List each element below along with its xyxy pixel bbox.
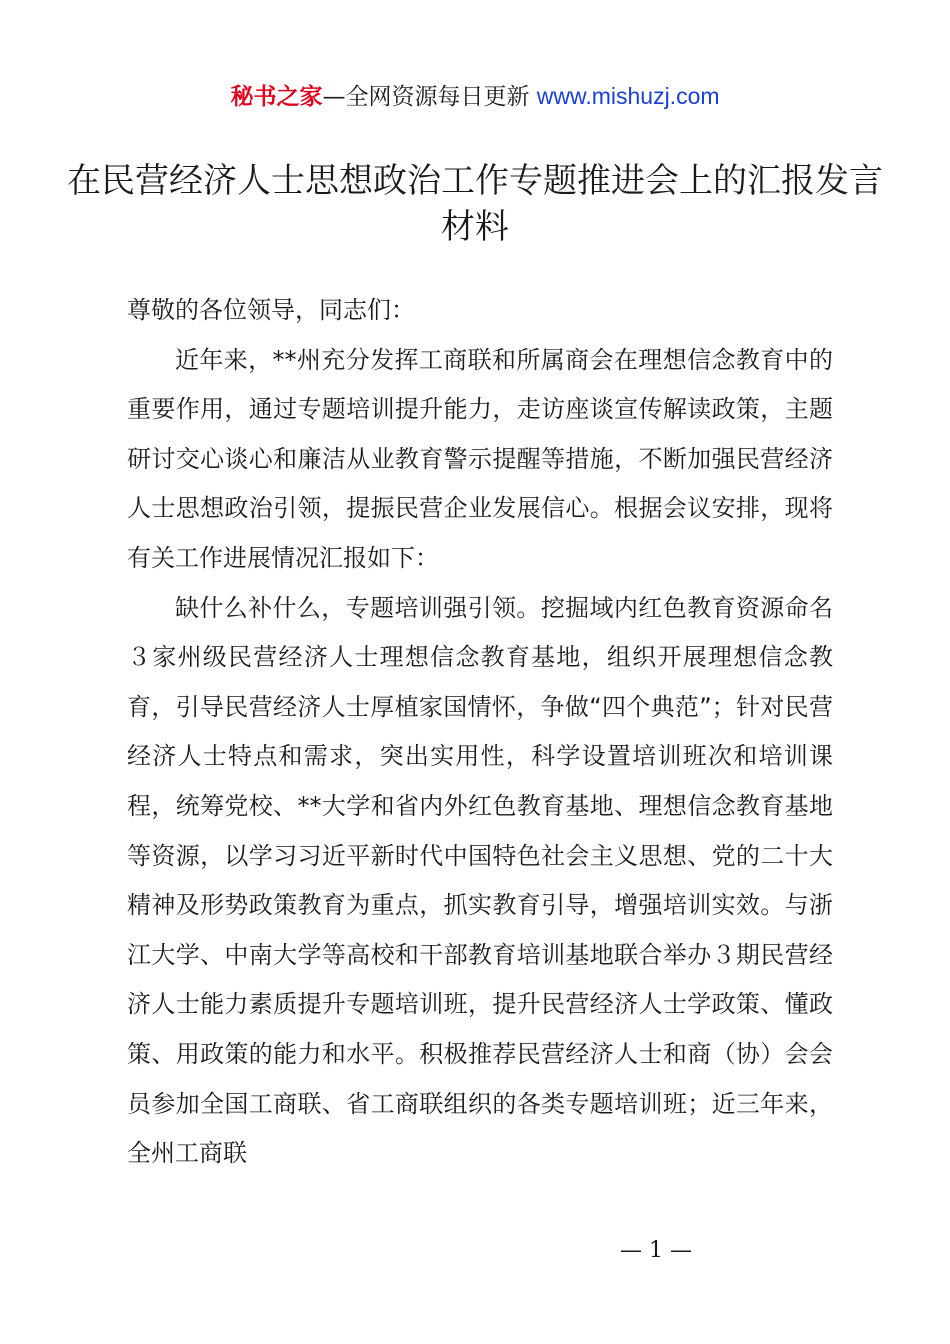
salutation: 尊敬的各位领导，同志们： (127, 296, 415, 324)
site-banner (0, 80, 950, 113)
banner-tagline: —全网资源每日更新 (322, 84, 530, 110)
paragraph-intro: 近年来，**州充分发挥工商联和所属商会在理想信念教育中的重要作用，通过专题培训提升能力，走访座谈宣传解读政策，主题研讨交心谈心和廉洁从业教育警示提醒等措施，不断加强民营经济人士思想政治引领，提振民营企业发展信心。根据会议安排，现将有关工作进展情况汇报如下： (127, 345, 833, 572)
document-title: 在民营经济人士思想政治工作专题推进会上的汇报发言材料 (67, 161, 883, 247)
document-body (127, 286, 833, 1179)
page-number: — 1 — (620, 1238, 692, 1263)
site-url-link[interactable]: www.mishuzj.com (536, 83, 720, 109)
paragraph-training: 缺什么补什么，专题培训强引领。挖掘域内红色教育资源命名３家州级民营经济人士理想信念教育基地，组织开展理想信念教育，引导民营经济人士厚植家国情怀，争做“四个典范”；针对民营经济人士特点和需求，突出实用性，科学设置培训班次和培训课程，统筹党校、**大学和省内外红色教育基地、理想信念教育基地等资源，以学习习近平新时代中国特色社会主义思想、党的二十大精神及形势政策教育为重点，抓实教育引导，增强培训实效。与浙江大学、中南大学等高校和干部教育培训基地联合举办３期民营经济人士能力素质提升专题培训班，提升民营经济人士学政策、懂政策、用政策的能力和水平。积极推荐民营经济人士和商（协）会会员参加全国工商联、省工商联组织的各类专题培训班；近三年来，全州工商联 (127, 593, 833, 1168)
brand-name: 秘书之家 (230, 84, 323, 110)
